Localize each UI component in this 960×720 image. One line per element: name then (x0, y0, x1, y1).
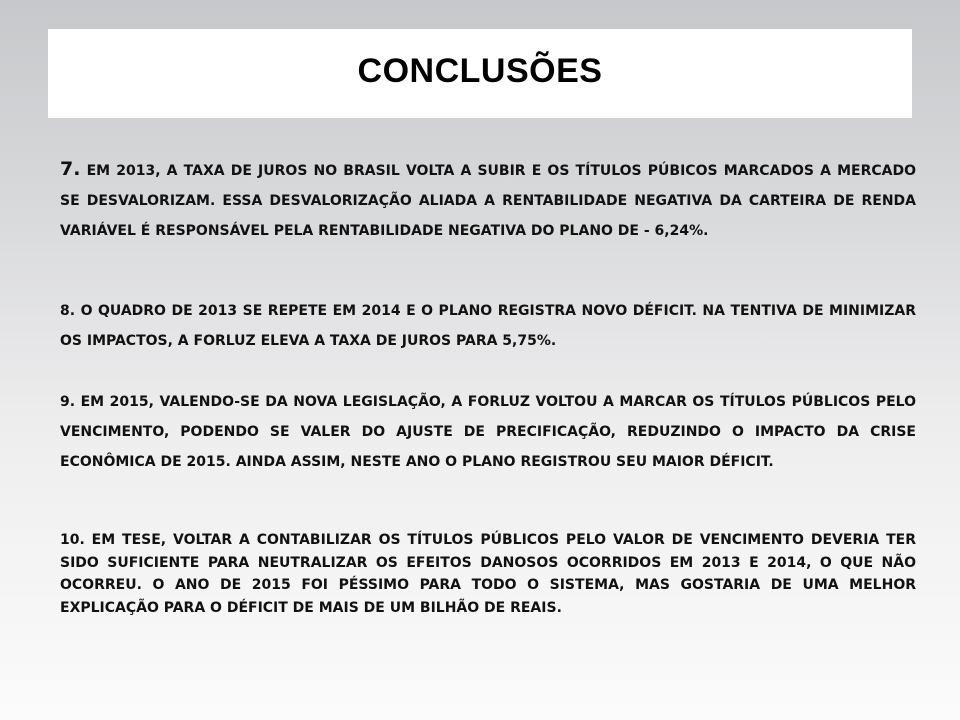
conclusion-paragraph-10: 10. EM TESE, VOLTAR A CONTABILIZAR OS TÍTULOS PÚBLICOS PELO VALOR DE VENCIMENTO DEVERIA TER SIDO SUFICIENTE PARA NEUTRALIZAR OS EFEITOS DANOSOS OCORRIDOS EM 2013 E 2014, O QUE NÃO OCORREU. O ANO DE 2015 FOI PÉSSIMO PARA TODO O SISTEMA, MAS GOSTARIA DE UMA MELHOR EXPLICAÇÃO PARA O DÉFICIT DE MAIS DE UM BILHÃO DE REAIS. (60, 532, 916, 616)
paragraph-number: 7. (60, 158, 81, 180)
conclusion-paragraph-7 (60, 154, 916, 246)
conclusion-paragraph-8: 8. O QUADRO DE 2013 SE REPETE EM 2014 E O PLANO REGISTRA NOVO DÉFICIT. NA TENTIVA DE MINIMIZAR OS IMPACTOS, A FORLUZ ELEVA A TAXA DE JUROS PARA 5,75%. (60, 303, 916, 349)
slide-title: CONCLUSÕES (357, 52, 603, 90)
title-box (48, 29, 912, 118)
conclusion-paragraph-9: 9. EM 2015, VALENDO-SE DA NOVA LEGISLAÇÃO, A FORLUZ VOLTOU A MARCAR OS TÍTULOS PÚBLICOS PELO VENCIMENTO, PODENDO SE VALER DO AJUSTE DE PRECIFICAÇÃO, REDUZINDO O IMPACTO DA CRISE ECONÔMICA DE 2015. AINDA ASSIM, NESTE ANO O PLANO REGISTROU SEU MAIOR DÉFICIT. (60, 394, 916, 470)
paragraph-text: EM 2013, A TAXA DE JUROS NO BRASIL VOLTA A SUBIR E OS TÍTULOS PÚBICOS MARCADOS A MERCADO SE DESVALORIZAM. ESSA DESVALORIZAÇÃO ALIADA A RENTABILIDADE NEGATIVA DA CARTEIRA DE RENDA VARIÁVEL É RESPONSÁVEL PELA RENTABILIDADE NEGATIVA DO PLANO DE - 6,24%. (60, 163, 916, 239)
